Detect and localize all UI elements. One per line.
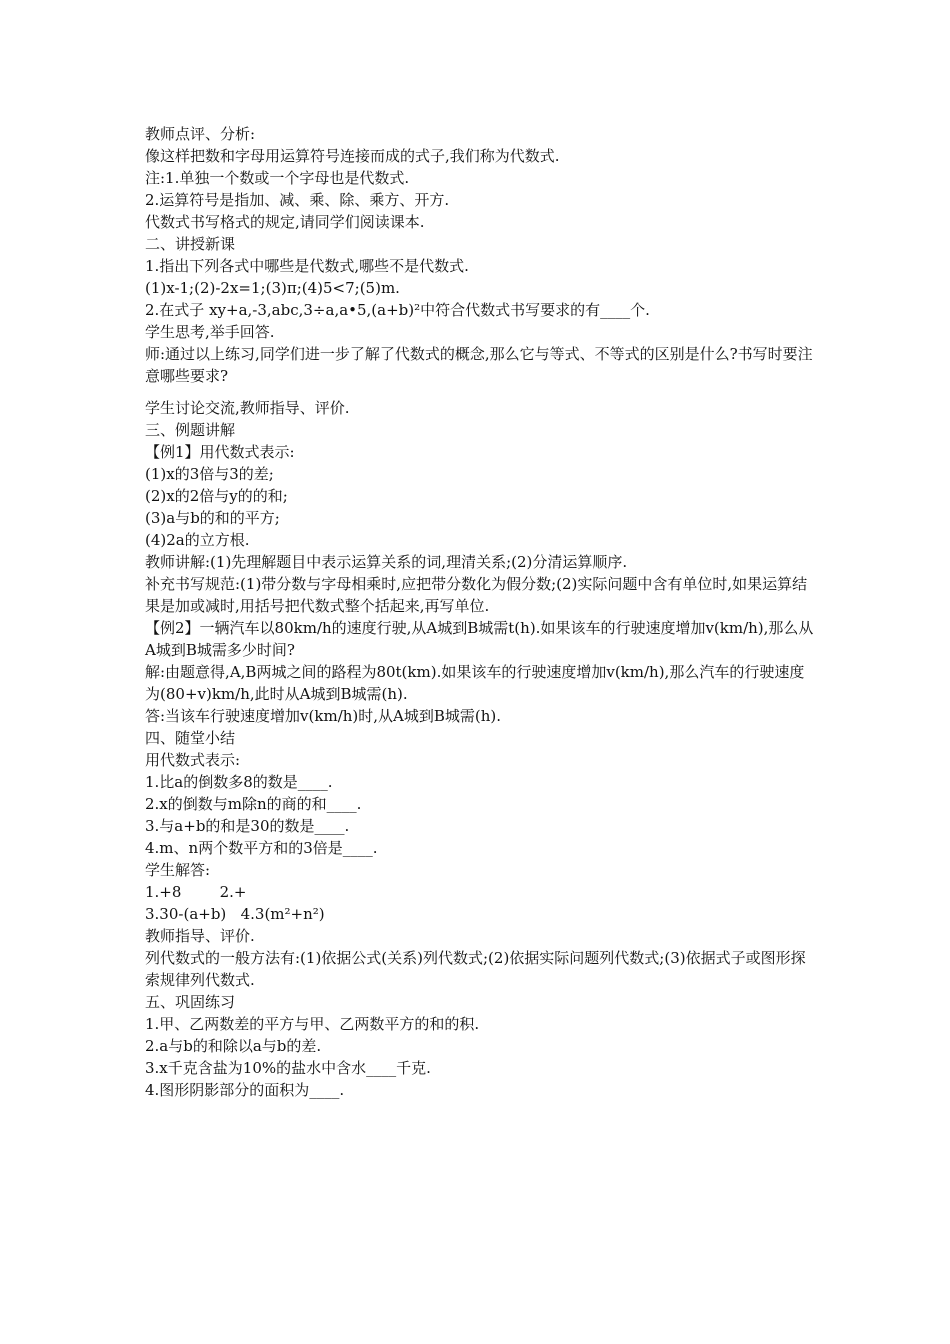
- text-line: 代数式书写格式的规定,请同学们阅读课本.: [145, 213, 425, 231]
- text-paragraph: 列代数式的一般方法有:(1)依据公式(关系)列代数式;(2)依据实际问题列代数式;(3)依据式子或图形探索规律列代数式.: [145, 949, 806, 989]
- section-heading: 三、例题讲解: [145, 421, 236, 439]
- text-line: 2.x的倒数与m除n的商的和____.: [145, 795, 362, 813]
- text-line: 教师讲解:(1)先理解题目中表示运算关系的词,理清关系;(2)分清运算顺序.: [145, 553, 628, 571]
- text-line: 教师点评、分析:: [145, 125, 256, 143]
- text-line: 4.图形阴影部分的面积为____.: [145, 1081, 345, 1099]
- text-line: 答:当该车行驶速度增加v(km/h)时,从A城到B城需(h).: [145, 707, 502, 725]
- text-paragraph: 补充书写规范:(1)带分数与字母相乘时,应把带分数化为假分数;(2)实际问题中含有单位时,如果运算结果是加或减时,用括号把代数式整个括起来,再写单位.: [145, 575, 808, 615]
- example-title: 【例2】一辆汽车以80km/h的速度行驶,从A城到B城需t(h).如果该车的行驶速度增加v(km/h),那么从A城到B城需多少时间?: [145, 619, 814, 659]
- text-line: 学生讨论交流,教师指导、评价.: [145, 399, 350, 417]
- spacer: [145, 387, 815, 397]
- text-line: 4.m、n两个数平方和的3倍是____.: [145, 839, 378, 857]
- section-heading: 四、随堂小结: [145, 729, 236, 747]
- text-line: (4)2a的立方根.: [145, 531, 250, 549]
- text-line: 注:1.单独一个数或一个字母也是代数式.: [145, 169, 410, 187]
- text-line: 2.a与b的和除以a与b的差.: [145, 1037, 322, 1055]
- text-line: 2.在式子 xy+a,-3,abc,3÷a,a•5,(a+b)²中符合代数式书写要求的有____个.: [145, 301, 650, 319]
- section-heading: 五、巩固练习: [145, 993, 236, 1011]
- text-line: (1)x-1;(2)-2x=1;(3)π;(4)5<7;(5)m.: [145, 279, 400, 297]
- text-line: 像这样把数和字母用运算符号连接而成的式子,我们称为代数式.: [145, 147, 560, 165]
- text-line: (1)x的3倍与3的差;: [145, 465, 274, 483]
- text-line: 教师指导、评价.: [145, 927, 255, 945]
- text-line: 学生解答:: [145, 861, 211, 879]
- document-page: [145, 123, 815, 1101]
- text-line: 3.与a+b的和是30的数是____.: [145, 817, 350, 835]
- text-line: 1.指出下列各式中哪些是代数式,哪些不是代数式.: [145, 257, 469, 275]
- text-line: 3.30-(a+b) 4.3(m²+n²): [145, 905, 325, 923]
- example-title: 【例1】用代数式表示:: [145, 443, 295, 461]
- text-line: 1.甲、乙两数差的平方与甲、乙两数平方的和的积.: [145, 1015, 480, 1033]
- text-line: (3)a与b的和的平方;: [145, 509, 280, 527]
- text-line: 2.运算符号是指加、减、乘、除、乘方、开方.: [145, 191, 450, 209]
- text-line: (2)x的2倍与y的的和;: [145, 487, 288, 505]
- text-line: 3.x千克含盐为10%的盐水中含水____千克.: [145, 1059, 431, 1077]
- text-paragraph: 解:由题意得,A,B两城之间的路程为80t(km).如果该车的行驶速度增加v(km/h),那么汽车的行驶速度为(80+v)km/h,此时从A城到B城需(h).: [145, 663, 805, 703]
- text-line: 1.+8 2.+: [145, 883, 247, 901]
- text-paragraph: 师:通过以上练习,同学们进一步了解了代数式的概念,那么它与等式、不等式的区别是什么?书写时要注意哪些要求?: [145, 345, 813, 385]
- section-heading: 二、讲授新课: [145, 235, 236, 253]
- text-line: 学生思考,举手回答.: [145, 323, 275, 341]
- text-line: 1.比a的倒数多8的数是____.: [145, 773, 333, 791]
- text-line: 用代数式表示:: [145, 751, 241, 769]
